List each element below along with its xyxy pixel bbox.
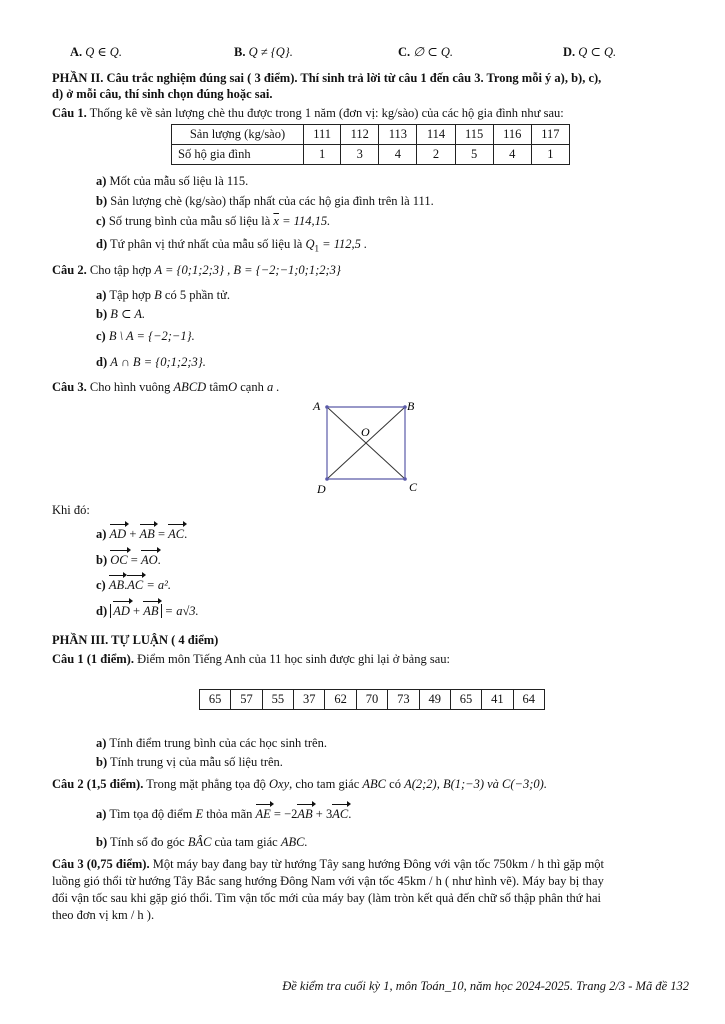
table-cell: 117 xyxy=(531,125,569,145)
part2-q1-a: a) Mốt của mẫu số liệu là 115. xyxy=(96,174,249,188)
part3-heading: PHẦN III. TỰ LUẬN ( 4 điểm) xyxy=(52,633,219,647)
part2-q3-a: a) AD + AB = AC. xyxy=(96,527,188,541)
part2-q2-d: d) A ∩ B = {0;1;2;3}. xyxy=(96,355,206,369)
vertex-a-label: A xyxy=(313,399,321,413)
part2-q2-c: c) B \ A = {−2;−1}. xyxy=(96,329,195,343)
part2-q1-c: c) Số trung bình của mẫu số liệu là $\overline{x} = 114,15$. xyxy=(96,214,331,228)
part2-q3-c: c) AB.AC = a². xyxy=(96,578,172,592)
vertex-c-dot xyxy=(403,477,407,481)
part2-q3: Câu 3. Cho hình vuông ABCD tâmO cạnh a . xyxy=(52,380,280,394)
table-cell: 2 xyxy=(417,145,455,165)
part3-q2-a: a) Tìm tọa độ điểm E thỏa mãn AE = −2AB + 3AC. xyxy=(96,807,352,821)
part2-q3-b: b) OC = AO. xyxy=(96,553,161,567)
score-cell: 73 xyxy=(388,690,419,710)
table-cell: 1 xyxy=(531,145,569,165)
table-cell: 3 xyxy=(341,145,379,165)
table-cell: 5 xyxy=(455,145,493,165)
table-cell: 114 xyxy=(417,125,455,145)
part2-q2-b: b) B ⊂ A. xyxy=(96,307,146,321)
table-cell: 4 xyxy=(379,145,417,165)
table-cell: 111 xyxy=(304,125,341,145)
table-cell: 116 xyxy=(493,125,531,145)
page-footer: Đề kiểm tra cuối kỳ 1, môn Toán_10, năm học 2024-2025. Trang 2/3 - Mã đề 132 xyxy=(282,979,689,993)
part2-q1-b: b) Sản lượng chè (kg/sào) thấp nhất của các hộ gia đình trên là 111. xyxy=(96,194,434,208)
score-cell: 70 xyxy=(356,690,387,710)
vertex-a-dot xyxy=(325,405,329,409)
part2-q1-d: d) Tứ phân vị thứ nhất của mẫu số liệu là $Q_1 = 112,5$ . xyxy=(96,237,368,254)
table-cell: 112 xyxy=(341,125,379,145)
vertex-d-dot xyxy=(325,477,329,481)
option-c: C. ∅ ⊂ Q. xyxy=(398,45,454,59)
table-cell: 4 xyxy=(493,145,531,165)
part2-heading-1: PHẦN II. Câu trắc nghiệm đúng sai ( 3 điểm). Thí sinh trả lời từ câu 1 đến câu 3. Trong mỗi ý a), b), c), xyxy=(52,71,602,85)
part2-q2-a: a) Tập hợp B có 5 phần tử. xyxy=(96,288,230,302)
vertex-b-label: B xyxy=(407,399,415,413)
center-o-label: O xyxy=(361,425,370,439)
score-cell: 57 xyxy=(231,690,262,710)
part3-q2: Câu 2 (1,5 điểm). Trong mặt phẳng tọa độ Oxy, cho tam giác ABC có A(2;2), B(1;−3) và C(−3;0). xyxy=(52,777,547,791)
part3-q3-line3: đổi vận tốc sau khi gặp gió thổi. Tìm vận tốc mới của máy bay (làm tròn kết quả đến chữ số thập phân thứ hai xyxy=(52,891,601,905)
part3-q1-b: b) Tính trung vị của mẫu số liệu trên. xyxy=(96,755,283,769)
option-a: A. Q ∈ Q. xyxy=(70,45,122,59)
score-cell: 64 xyxy=(513,690,544,710)
part3-q1: Câu 1 (1 điểm). Điểm môn Tiếng Anh của 11 học sinh được ghi lại ở bảng sau: xyxy=(52,652,450,666)
score-cell: 55 xyxy=(262,690,293,710)
table-cell: 113 xyxy=(379,125,417,145)
part3-q3-line4: theo đơn vị km / h ). xyxy=(52,908,155,922)
part3-q2-b: b) Tính số đo góc BÂC của tam giác ABC. xyxy=(96,835,308,849)
score-cell: 65 xyxy=(200,690,231,710)
part2-q2: Câu 2. Cho tập hợp A = {0;1;2;3} , B = {−2;−1;0;1;2;3} xyxy=(52,263,341,277)
option-b: B. Q ≠ {Q}. xyxy=(234,45,293,59)
score-cell: 37 xyxy=(294,690,325,710)
square-figure xyxy=(305,395,435,500)
part3-q1-a: a) Tính điểm trung bình của các học sinh trên. xyxy=(96,736,327,750)
tea-yield-table xyxy=(171,124,570,165)
part2-heading-2: d) ở mỗi câu, thí sinh chọn đúng hoặc sai. xyxy=(52,87,273,101)
table-cell: 1 xyxy=(304,145,341,165)
part3-q3: Câu 3 (0,75 điểm). Một máy bay đang bay từ hướng Tây sang hướng Đông với vận tốc 750km / h thì gặp một xyxy=(52,857,605,871)
vertex-c-label: C xyxy=(409,480,418,494)
score-cell: 49 xyxy=(419,690,450,710)
score-cell: 65 xyxy=(450,690,481,710)
table-cell: 115 xyxy=(455,125,493,145)
khi-do: Khi đó: xyxy=(52,503,90,517)
part2-q3-d: d) AD + AB = a√3. xyxy=(96,604,199,618)
table-row-header: Sản lượng (kg/sào) xyxy=(172,125,304,145)
option-d: D. Q ⊂ Q. xyxy=(563,45,617,59)
part3-q3-line2: luồng gió thổi từ hướng Tây Bắc sang hướng Đông Nam với vận tốc 45km / h ( như hình vẽ). Máy bay bị thay xyxy=(52,874,604,888)
vertex-d-label: D xyxy=(317,482,326,496)
score-cell: 41 xyxy=(482,690,513,710)
score-cell: 62 xyxy=(325,690,356,710)
part2-q1: Câu 1. Thống kê về sản lượng chè thu được trong 1 năm (đơn vị: kg/sào) của các hộ gia đình như sau: xyxy=(52,106,564,120)
table-row-header: Số hộ gia đình xyxy=(172,145,304,165)
scores-table xyxy=(199,689,545,710)
